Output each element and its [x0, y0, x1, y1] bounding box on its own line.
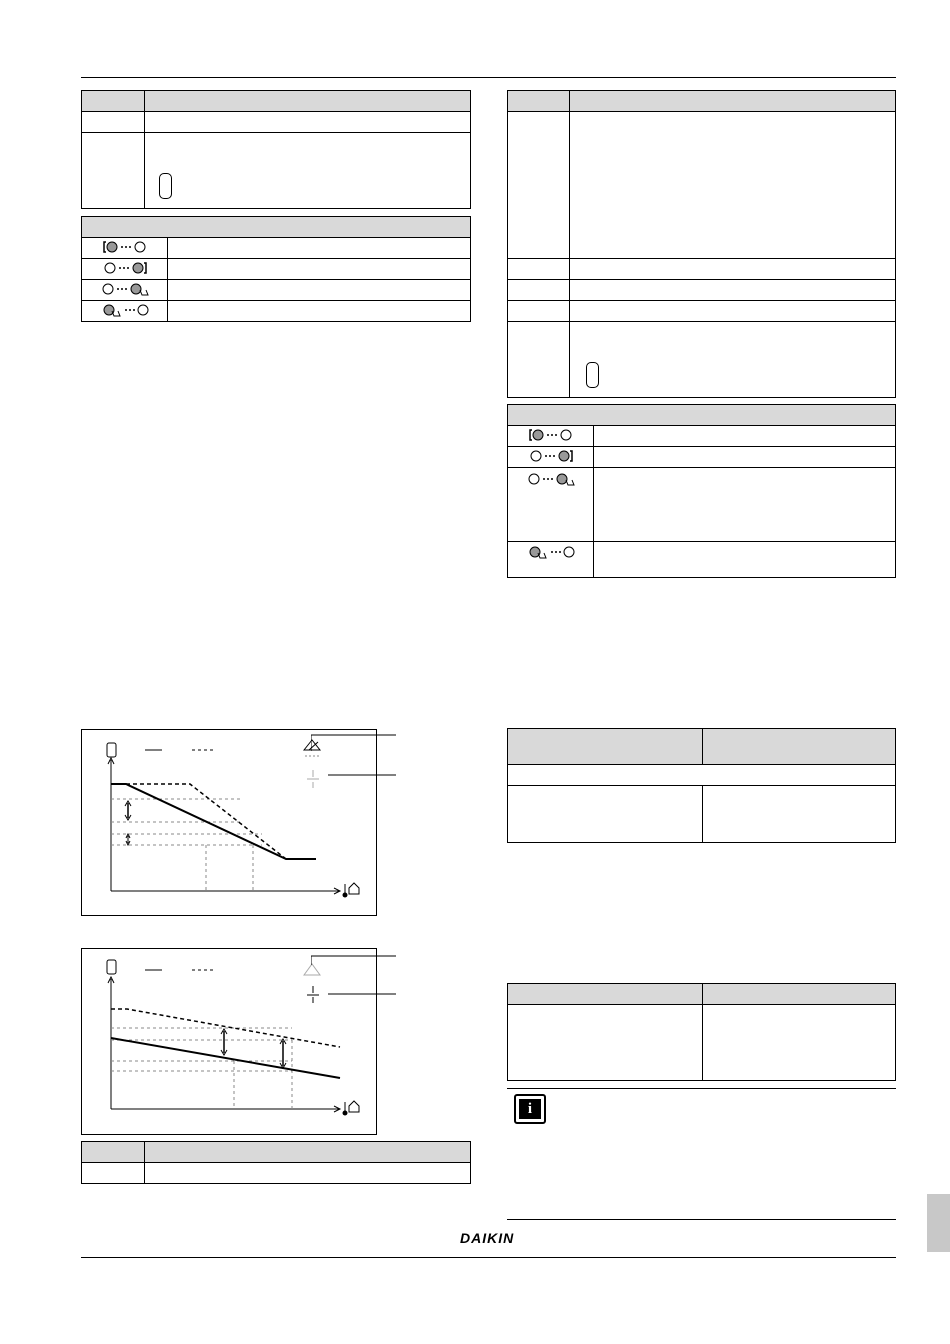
header-cell	[82, 91, 145, 112]
table-cell	[508, 259, 570, 280]
left-bottom-table	[81, 1141, 471, 1184]
table-cell	[508, 765, 896, 786]
tank-icon	[159, 173, 172, 199]
outdoor-temp-icon	[343, 883, 360, 898]
table-cell	[508, 542, 594, 578]
left-top-table	[81, 90, 471, 209]
header-cell	[508, 91, 570, 112]
led-left-on-icon	[102, 240, 148, 254]
table-cell	[594, 447, 896, 468]
table-cell	[594, 542, 896, 578]
led-left-on-icon	[528, 428, 574, 442]
info-note-rule	[507, 1088, 896, 1089]
table-cell	[508, 301, 570, 322]
header-cell	[145, 1142, 471, 1163]
right-column-end-rule	[507, 1219, 896, 1220]
daikin-logo: DAIKIN	[460, 1230, 515, 1246]
table-cell	[168, 301, 471, 322]
table-cell	[570, 301, 896, 322]
chart-1-callouts	[311, 725, 401, 785]
solid-series-line	[111, 1038, 340, 1078]
table-cell	[508, 786, 703, 843]
table-cell	[570, 322, 896, 398]
led-touch-right-icon	[100, 282, 150, 296]
tank-icon	[586, 362, 599, 388]
footer-rule	[81, 1257, 896, 1258]
tank-icon	[107, 960, 116, 974]
table-cell	[168, 238, 471, 259]
header-cell	[703, 984, 896, 1005]
header-cell	[508, 405, 896, 426]
table-cell	[82, 133, 145, 209]
left-led-table	[81, 216, 471, 322]
chapter-tab-marker	[927, 1194, 950, 1252]
table-cell	[508, 322, 570, 398]
table-cell	[82, 301, 168, 322]
header-cell	[82, 217, 471, 238]
table-cell	[82, 112, 145, 133]
right-lower-table	[507, 983, 896, 1081]
outdoor-temp-icon	[343, 1101, 360, 1116]
header-cell	[508, 984, 703, 1005]
table-cell	[508, 426, 594, 447]
table-cell	[82, 238, 168, 259]
table-cell	[570, 280, 896, 301]
header-cell	[703, 729, 896, 765]
led-touch-right-icon	[526, 472, 576, 486]
table-cell	[82, 259, 168, 280]
table-cell	[82, 1163, 145, 1184]
table-cell	[145, 112, 471, 133]
table-cell	[508, 468, 594, 542]
header-cell	[570, 91, 896, 112]
table-cell	[168, 280, 471, 301]
table-cell	[703, 1005, 896, 1081]
led-right-on-icon	[102, 261, 148, 275]
table-cell	[508, 112, 570, 259]
table-cell	[168, 259, 471, 280]
table-cell	[508, 280, 570, 301]
header-cell	[145, 91, 471, 112]
right-top-table	[507, 90, 896, 398]
right-mid-table	[507, 728, 896, 843]
table-cell	[703, 786, 896, 843]
table-cell	[145, 1163, 471, 1184]
table-cell	[570, 112, 896, 259]
chart-2-callouts	[311, 945, 401, 1005]
led-right-on-icon	[528, 449, 574, 463]
header-rule	[81, 77, 896, 78]
table-cell	[594, 468, 896, 542]
table-cell	[594, 426, 896, 447]
info-glyph: i	[519, 1099, 541, 1119]
header-cell	[508, 729, 703, 765]
header-cell	[82, 1142, 145, 1163]
led-touch-left-icon	[100, 303, 150, 317]
table-cell	[82, 280, 168, 301]
info-icon	[514, 1094, 546, 1124]
table-cell	[508, 447, 594, 468]
table-cell	[570, 259, 896, 280]
led-touch-left-icon	[526, 545, 576, 559]
table-cell	[508, 1005, 703, 1081]
tank-icon	[107, 743, 116, 757]
table-cell	[145, 133, 471, 209]
right-led-table	[507, 404, 896, 578]
